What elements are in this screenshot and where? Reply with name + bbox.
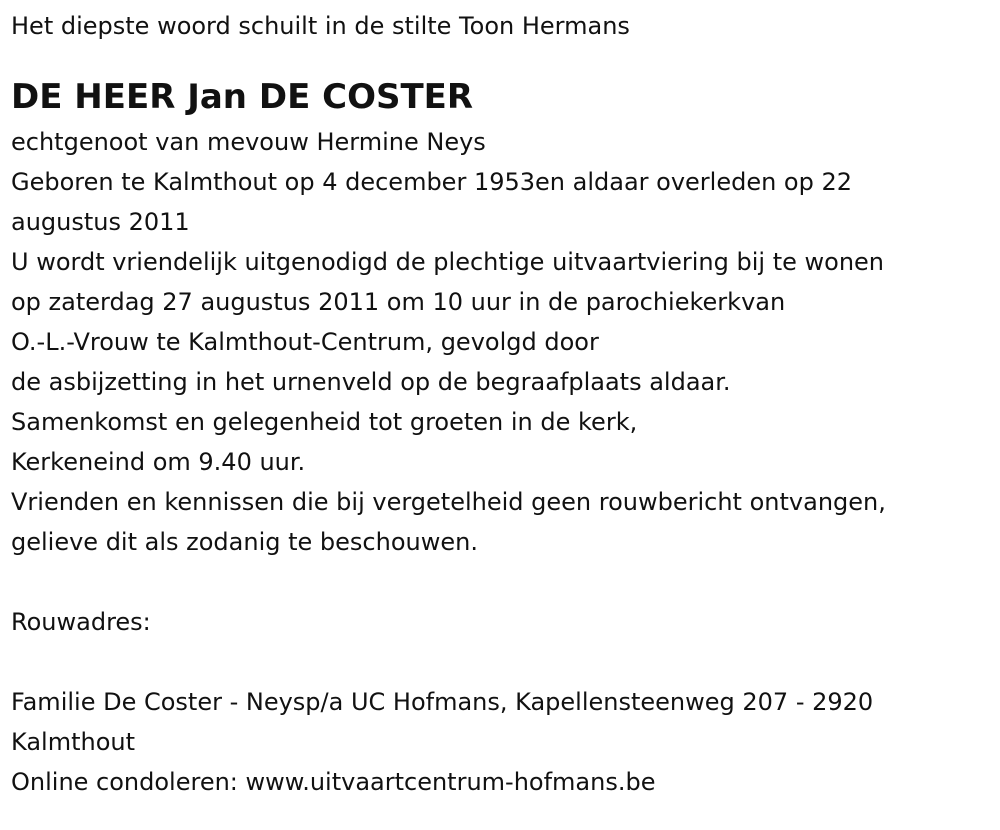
obituary-notice (0, 6, 1000, 830)
meeting-line-1: Samenkomst en gelegenheid tot groeten in de kerk, (11, 408, 638, 436)
meeting-line-2: Kerkeneind om 9.40 uur. (11, 448, 306, 476)
address-line-2: Kalmthout (11, 728, 135, 756)
birth-death-line-2: augustus 2011 (11, 208, 190, 236)
ceremony-line-1: U wordt vriendelijk uitgenodigd de plechtige uitvaartviering bij te wonen (11, 248, 884, 276)
online-condolence-line: Online condoleren: www.uitvaartcentrum-hofmans.be (11, 768, 656, 796)
friends-line-2: gelieve dit als zodanig te beschouwen. (11, 528, 478, 556)
spouse-line: echtgenoot van mevouw Hermine Neys (11, 128, 486, 156)
birth-death-line-1: Geboren te Kalmthout op 4 december 1953en aldaar overleden op 22 (11, 168, 853, 196)
quote-line: Het diepste woord schuilt in de stilte Toon Hermans (11, 12, 630, 40)
deceased-title: DE HEER Jan DE COSTER (11, 77, 474, 117)
address-line-1: Familie De Coster - Neysp/a UC Hofmans, Kapellensteenweg 207 - 2920 (11, 688, 874, 716)
section-spacer (11, 562, 1000, 602)
ceremony-line-4: de asbijzetting in het urnenveld op de begraafplaats aldaar. (11, 368, 731, 396)
ceremony-line-3: O.-L.-Vrouw te Kalmthout-Centrum, gevolgd door (11, 328, 599, 356)
address-label: Rouwadres: (11, 608, 151, 636)
ceremony-line-2: op zaterdag 27 augustus 2011 om 10 uur in de parochiekerkvan (11, 288, 786, 316)
friends-line-1: Vrienden en kennissen die bij vergetelheid geen rouwbericht ontvangen, (11, 488, 886, 516)
section-spacer (11, 642, 1000, 682)
